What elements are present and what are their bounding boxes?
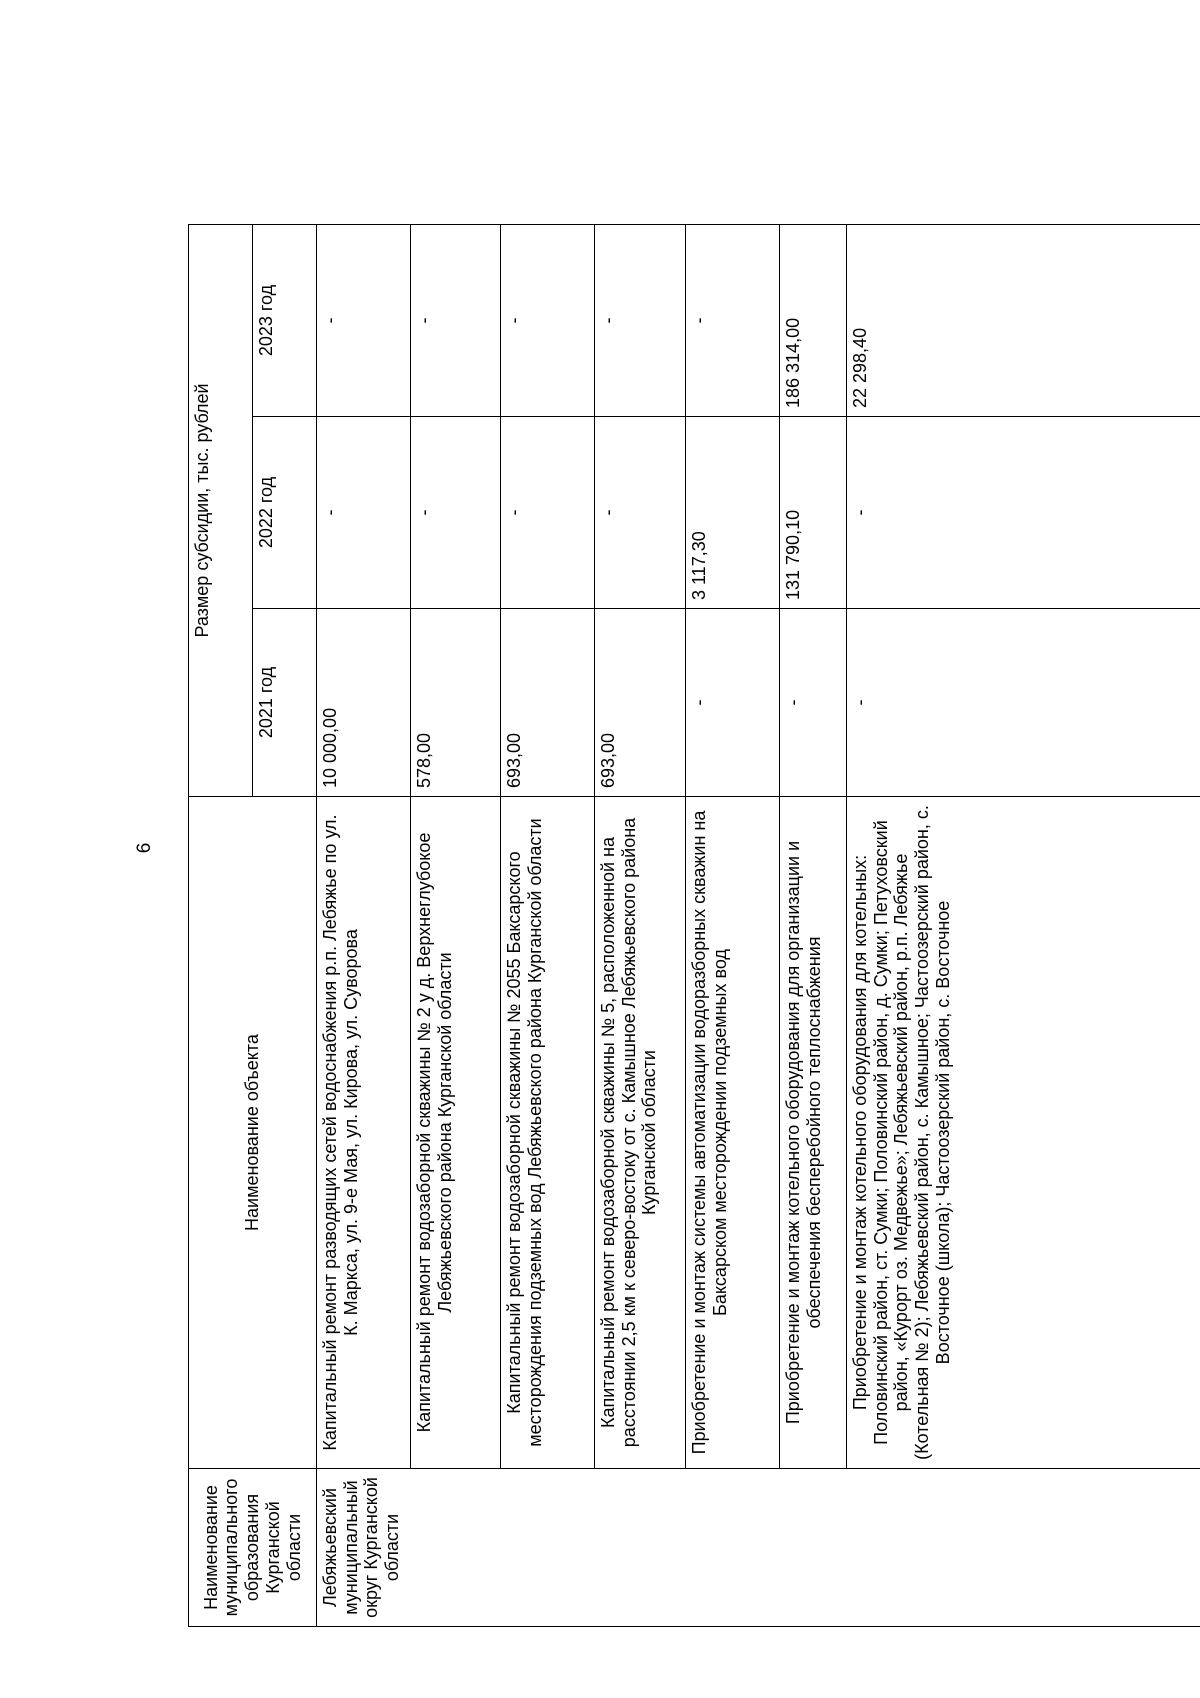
- table-row: [686, 224, 780, 1626]
- header-municipality: Наименование муниципального образования Курганской области: [189, 1469, 317, 1627]
- header-row: [189, 224, 253, 1626]
- table-row: [847, 224, 1200, 1626]
- value-2022: -: [847, 417, 1200, 609]
- header-year-2021: 2021 год: [253, 609, 317, 797]
- object-cell: Приобретение и монтаж котельного оборудования для котельных: Половинский район, ст. Сумки; Половинский район, д. Сумки; Петуховский район, «Курорт оз. Медвежье»; Лебяжьевский район, р.п. Лебяжье (Котельная № 2); Лебяжьевский район, с. Камышное; Частоозерский район, с. Восточное (школа); Частоозерский район, с. Восточное: [847, 797, 1200, 1469]
- table-row: [317, 224, 411, 1626]
- header-object: Наименование объекта: [189, 797, 317, 1469]
- value-2023: -: [317, 224, 411, 416]
- header-year-2023: 2023 год: [253, 224, 317, 416]
- rotated-table-container: [188, 225, 1200, 1627]
- value-2022: 3 117,30: [686, 417, 780, 609]
- header-year-2022: 2022 год: [253, 417, 317, 609]
- table-row: [501, 224, 595, 1626]
- page-number: 6: [134, 842, 155, 854]
- value-2022: 131 790,10: [780, 417, 847, 609]
- value-2023: -: [501, 224, 595, 416]
- value-2021: 578,00: [411, 609, 501, 797]
- value-2022: -: [317, 417, 411, 609]
- object-cell: Капитальный ремонт разводящих сетей водоснабжения р.п. Лебяжье по ул. К. Маркса, ул. 9-е Мая, ул. Кирова, ул. Суворова: [317, 797, 411, 1469]
- value-2023: 186 314,00: [780, 224, 847, 416]
- value-2023: -: [411, 224, 501, 416]
- value-2021: 693,00: [595, 609, 686, 797]
- object-cell: Капитальный ремонт водозаборной скважины № 2 у д. Верхнеглубокое Лебяжьевского района Курганской области: [411, 797, 501, 1469]
- object-cell: Приобретение и монтаж системы автоматизации водоразборных скважин на Баксарском месторождении подземных вод: [686, 797, 780, 1469]
- value-2023: 22 298,40: [847, 224, 1200, 416]
- value-2022: -: [411, 417, 501, 609]
- value-2021: -: [780, 609, 847, 797]
- object-cell: Капитальный ремонт водозаборной скважины № 2055 Баксарского месторождения подземных вод Лебяжьевского района Курганской области: [501, 797, 595, 1469]
- subsidy-table: [188, 224, 1200, 1627]
- value-2022: -: [595, 417, 686, 609]
- value-2021: 10 000,00: [317, 609, 411, 797]
- table-row: [595, 224, 686, 1626]
- value-2023: -: [595, 224, 686, 416]
- value-2023: -: [686, 224, 780, 416]
- municipality-cell: Лебяжьевский муниципальный округ Курганской области: [317, 1469, 1200, 1627]
- value-2021: -: [847, 609, 1200, 797]
- table-row: [411, 224, 501, 1626]
- value-2021: -: [686, 609, 780, 797]
- object-cell: Приобретение и монтаж котельного оборудования для организации и обеспечения бесперебойного теплоснабжения: [780, 797, 847, 1469]
- value-2022: -: [501, 417, 595, 609]
- header-subsidy: Размер субсидии, тыс. рублей: [189, 224, 253, 796]
- value-2021: 693,00: [501, 609, 595, 797]
- table-row: [780, 224, 847, 1626]
- object-cell: Капитальный ремонт водозаборной скважины № 5, расположенной на расстоянии 2,5 км к северо-востоку от с. Камышное Лебяжьевского района Курганской области: [595, 797, 686, 1469]
